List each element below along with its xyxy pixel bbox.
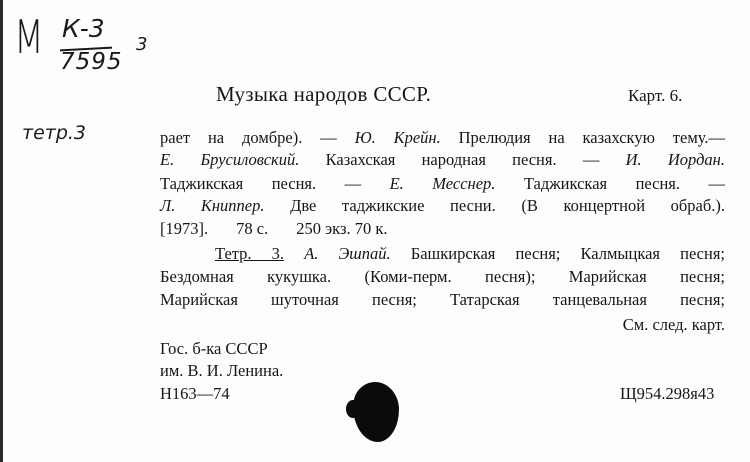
year: [1973]. bbox=[160, 219, 209, 238]
author: Л. Книппер. bbox=[160, 196, 265, 215]
body-line-7: Бездомная кукушка. (Коми-перм. песня); Марийская песня; bbox=[160, 267, 725, 286]
body-line-4 bbox=[160, 196, 725, 216]
ink-blot-drop bbox=[346, 400, 360, 418]
author: И. Иордан. bbox=[625, 150, 725, 169]
author: Ю. Крейн. bbox=[354, 128, 441, 147]
body-line-5 bbox=[160, 219, 388, 239]
library-line-3: Н163—74 bbox=[160, 384, 230, 403]
handwritten-superscript: 3 bbox=[136, 34, 148, 55]
ink-blot bbox=[353, 382, 399, 442]
body-line-8: Марийская шуточная песня; Татарская танцевальная песня; bbox=[160, 290, 725, 309]
body-line-2 bbox=[160, 150, 725, 170]
handwritten-shelf-number: 7595 bbox=[60, 49, 123, 75]
card-title: Музыка народов СССР. bbox=[216, 82, 432, 106]
card-number: Карт. 6. bbox=[628, 86, 683, 105]
author: А. Эшпай. bbox=[304, 244, 391, 263]
pages: 78 с. bbox=[236, 219, 269, 238]
text: Башкирская песня; Калмыцкая песня; bbox=[390, 244, 726, 263]
library-line-2: им. В. И. Ленина. bbox=[160, 361, 284, 380]
body-line-3 bbox=[160, 174, 725, 194]
text: Таджикская песня. — bbox=[160, 174, 390, 193]
author: Е. Месснер. bbox=[389, 174, 496, 193]
text: Таджикская песня. — bbox=[495, 174, 725, 193]
handwritten-letter: М bbox=[14, 10, 43, 64]
body-line-6 bbox=[215, 244, 725, 264]
classification-code: Щ954.298я43 bbox=[620, 384, 715, 403]
print-run-price: 250 экз. 70 к. bbox=[296, 219, 388, 238]
text: Прелюдия на казахскую тему.— bbox=[440, 128, 725, 147]
author: Е. Брусиловский. bbox=[160, 150, 300, 169]
text: рает на домбре). — bbox=[160, 128, 355, 147]
text: Две таджикские песни. (В концертной обраб.). bbox=[264, 196, 725, 215]
body-line-1 bbox=[160, 128, 725, 148]
handwritten-notebook: тетр.3 bbox=[22, 122, 87, 144]
card-left-edge bbox=[0, 0, 3, 462]
handwritten-shelf-top: К-3 bbox=[62, 14, 105, 43]
library-line-1: Гос. б-ка СССР bbox=[160, 339, 268, 358]
see-next-card: См. след. карт. bbox=[622, 315, 725, 334]
text: Казахская народная песня. — bbox=[299, 150, 626, 169]
notebook-label: Тетр. 3. bbox=[215, 244, 285, 263]
